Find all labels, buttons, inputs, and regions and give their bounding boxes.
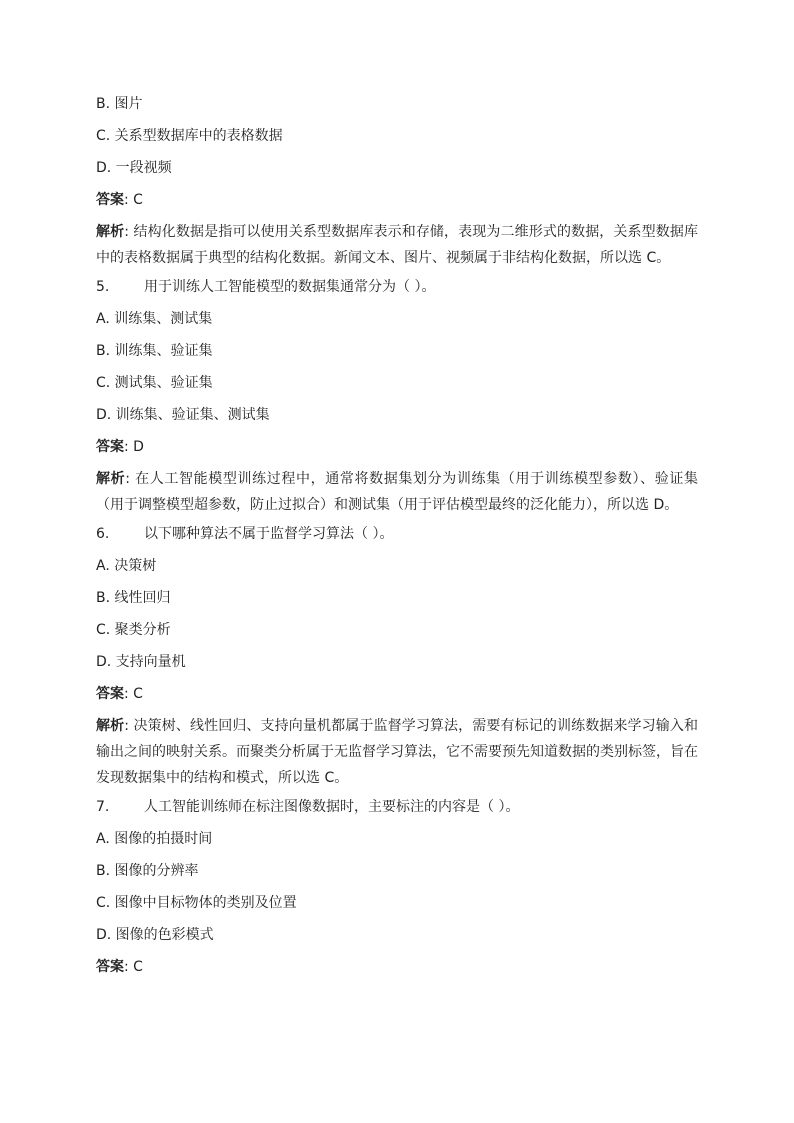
answer-value: : C (124, 959, 143, 975)
answer-label: 答案 (96, 439, 124, 455)
option-a: A. 决策树 (96, 558, 157, 574)
answer-label: 答案 (96, 686, 124, 702)
answer-line (96, 190, 698, 210)
option-c: C. 图像中目标物体的类别及位置 (96, 895, 297, 911)
answer-value: : D (124, 439, 144, 455)
option-b: B. 线性回归 (96, 590, 171, 606)
question-number: 6. (96, 526, 110, 542)
option-c: C. 测试集、验证集 (96, 375, 213, 391)
question-number: 5. (96, 279, 110, 295)
question-stem (96, 524, 698, 544)
question-stem (96, 797, 698, 817)
answer-label: 答案 (96, 959, 124, 975)
analysis-label: 解析 (96, 718, 125, 734)
option-d: D. 图像的色彩模式 (96, 927, 214, 943)
answer-value: : C (124, 192, 143, 208)
option-a: A. 训练集、测试集 (96, 311, 213, 327)
option-c: C. 关系型数据库中的表格数据 (96, 128, 283, 144)
answer-line (96, 684, 698, 704)
answer-line (96, 437, 698, 457)
analysis-label: 解析 (96, 224, 125, 240)
option-b: B. 训练集、验证集 (96, 343, 213, 359)
answer-label: 答案 (96, 192, 124, 208)
answer-line (96, 957, 698, 977)
analysis-text: : 在人工智能模型训练过程中，通常将数据集划分为训练集（用于训练模型参数）、验证集（用于调整模型超参数，防止过拟合）和测试集（用于评估模型最终的泛化能力），所以选 D。 (96, 471, 698, 513)
option-d: D. 一段视频 (96, 160, 172, 176)
analysis-text: : 决策树、线性回归、支持向量机都属于监督学习算法，需要有标记的训练数据来学习输入和输出之间的映射关系。而聚类分析属于无监督学习算法，它不需要预先知道数据的类别标签，旨在发现数据集中的结构和模式，所以选 C。 (96, 718, 698, 786)
analysis-label: 解析 (96, 471, 126, 487)
option-a: A. 图像的拍摄时间 (96, 831, 213, 847)
option-b: B. 图像的分辨率 (96, 863, 199, 879)
analysis-paragraph (96, 219, 698, 271)
option-d: D. 支持向量机 (96, 654, 186, 670)
question-stem (96, 277, 698, 297)
analysis-paragraph (96, 466, 698, 518)
analysis-paragraph (96, 713, 698, 791)
option-d: D. 训练集、验证集、测试集 (96, 407, 270, 423)
answer-value: : C (124, 686, 143, 702)
question-text: 以下哪种算法不属于监督学习算法（ ）。 (144, 526, 394, 542)
question-number: 7. (96, 799, 110, 815)
option-b: B. 图片 (96, 96, 143, 112)
question-text: 用于训练人工智能模型的数据集通常分为（ ）。 (144, 279, 436, 295)
analysis-text: : 结构化数据是指可以使用关系型数据库表示和存储，表现为二维形式的数据，关系型数据库中的表格数据属于典型的结构化数据。新闻文本、图片、视频属于非结构化数据，所以选 C。 (96, 224, 698, 266)
option-c: C. 聚类分析 (96, 622, 171, 638)
question-text: 人工智能训练师在标注图像数据时，主要标注的内容是（ ）。 (144, 799, 520, 815)
